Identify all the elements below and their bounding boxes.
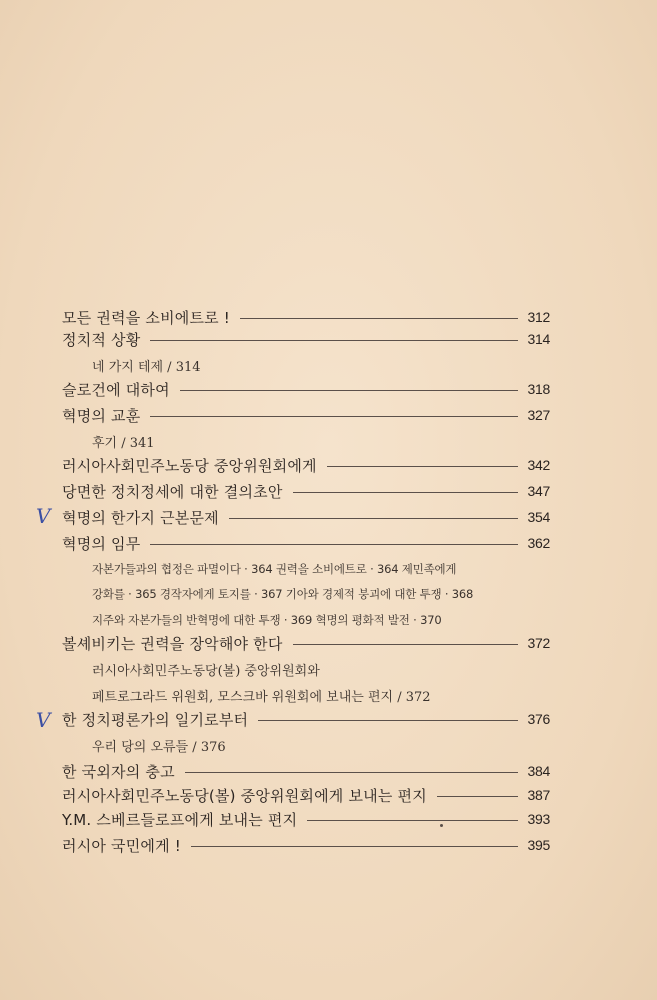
entry-title: 모든 권력을 소비에트로 ! (62, 308, 231, 327)
subentry: 러시아사회민주노동당(볼) 중앙위원회와 (92, 664, 320, 679)
leader-line (437, 796, 518, 797)
leader-line (150, 340, 517, 341)
entry-title: 혁명의 교훈 (62, 406, 141, 425)
toc-entry[interactable] (62, 454, 550, 476)
toc-entry[interactable] (62, 760, 550, 782)
entry-title: 러시아사회민주노동당(볼) 중앙위원회에게 보내는 편지 (62, 786, 427, 805)
toc-entry[interactable] (62, 532, 550, 554)
entry-page: 372 (527, 635, 550, 651)
entry-title: 슬로건에 대하여 (62, 380, 170, 399)
leader-line (293, 492, 518, 493)
leader-line (185, 772, 518, 773)
subentry: 우리 당의 오류들 / 376 (92, 740, 226, 755)
leader-line (150, 416, 517, 417)
leader-line (258, 720, 517, 721)
subentry: 페트로그라드 위원회, 모스크바 위원회에 보내는 편지 / 372 (92, 690, 431, 705)
entry-page: 312 (527, 309, 550, 325)
leader-line (240, 318, 518, 319)
toc-entry[interactable] (62, 632, 550, 654)
entry-page: 362 (527, 535, 550, 551)
entry-page: 376 (527, 711, 550, 727)
subentry: 후기 / 341 (92, 436, 155, 451)
toc-entry[interactable] (62, 708, 550, 730)
ink-speck (440, 824, 443, 827)
checkmark-icon: V (36, 504, 51, 528)
subentry: 네 가지 테제 / 314 (92, 360, 201, 375)
entry-page: 327 (527, 407, 550, 423)
leader-line (229, 518, 518, 519)
entry-page: 384 (527, 763, 550, 779)
subentry: 강화를 · 365 경작자에게 토지를 · 367 기아와 경제적 붕괴에 대한 투쟁 · 368 (92, 587, 474, 601)
entry-page: 318 (527, 381, 550, 397)
toc-entry[interactable] (62, 784, 550, 806)
leader-line (180, 390, 518, 391)
entry-page: 342 (527, 457, 550, 473)
entry-title: 한 국외자의 충고 (62, 762, 175, 781)
subentry: 자본가들과의 협정은 파멸이다 · 364 권력을 소비에트로 · 364 제민족에게 (92, 562, 457, 576)
entry-title: 러시아 국민에게 ! (62, 836, 181, 855)
toc-entry[interactable] (62, 378, 550, 400)
entry-title: 볼셰비키는 권력을 장악해야 한다 (62, 634, 283, 653)
entry-title: 정치적 상황 (62, 330, 141, 349)
toc-entry[interactable] (62, 480, 550, 502)
entry-title: 한 정치평론가의 일기로부터 (62, 710, 249, 729)
entry-title: 당면한 정치정세에 대한 결의초안 (62, 482, 283, 501)
toc-entry[interactable] (62, 834, 550, 856)
leader-line (327, 466, 518, 467)
toc-entry[interactable] (62, 506, 550, 528)
leader-line (293, 644, 518, 645)
entry-page: 395 (527, 837, 550, 853)
entry-page: 354 (527, 509, 550, 525)
toc-entry[interactable] (62, 328, 550, 350)
entry-title: 혁명의 한가지 근본문제 (62, 508, 219, 527)
entry-page: 393 (527, 811, 550, 827)
entry-page: 347 (527, 483, 550, 499)
toc-entry[interactable] (62, 306, 550, 328)
toc-entry[interactable] (62, 808, 550, 830)
entry-title: 러시아사회민주노동당 중앙위원회에게 (62, 456, 317, 475)
entry-title: 혁명의 임무 (62, 534, 141, 553)
leader-line (191, 846, 518, 847)
toc-entry[interactable] (62, 404, 550, 426)
checkmark-icon: V (36, 708, 51, 732)
leader-line (307, 820, 517, 821)
entry-page: 387 (527, 787, 550, 803)
leader-line (150, 544, 517, 545)
entry-title: Y.M. 스베르들로프에게 보내는 편지 (62, 810, 298, 829)
entry-page: 314 (527, 331, 550, 347)
subentry: 지주와 자본가들의 반혁명에 대한 투쟁 · 369 혁명의 평화적 발전 · 370 (92, 613, 442, 627)
